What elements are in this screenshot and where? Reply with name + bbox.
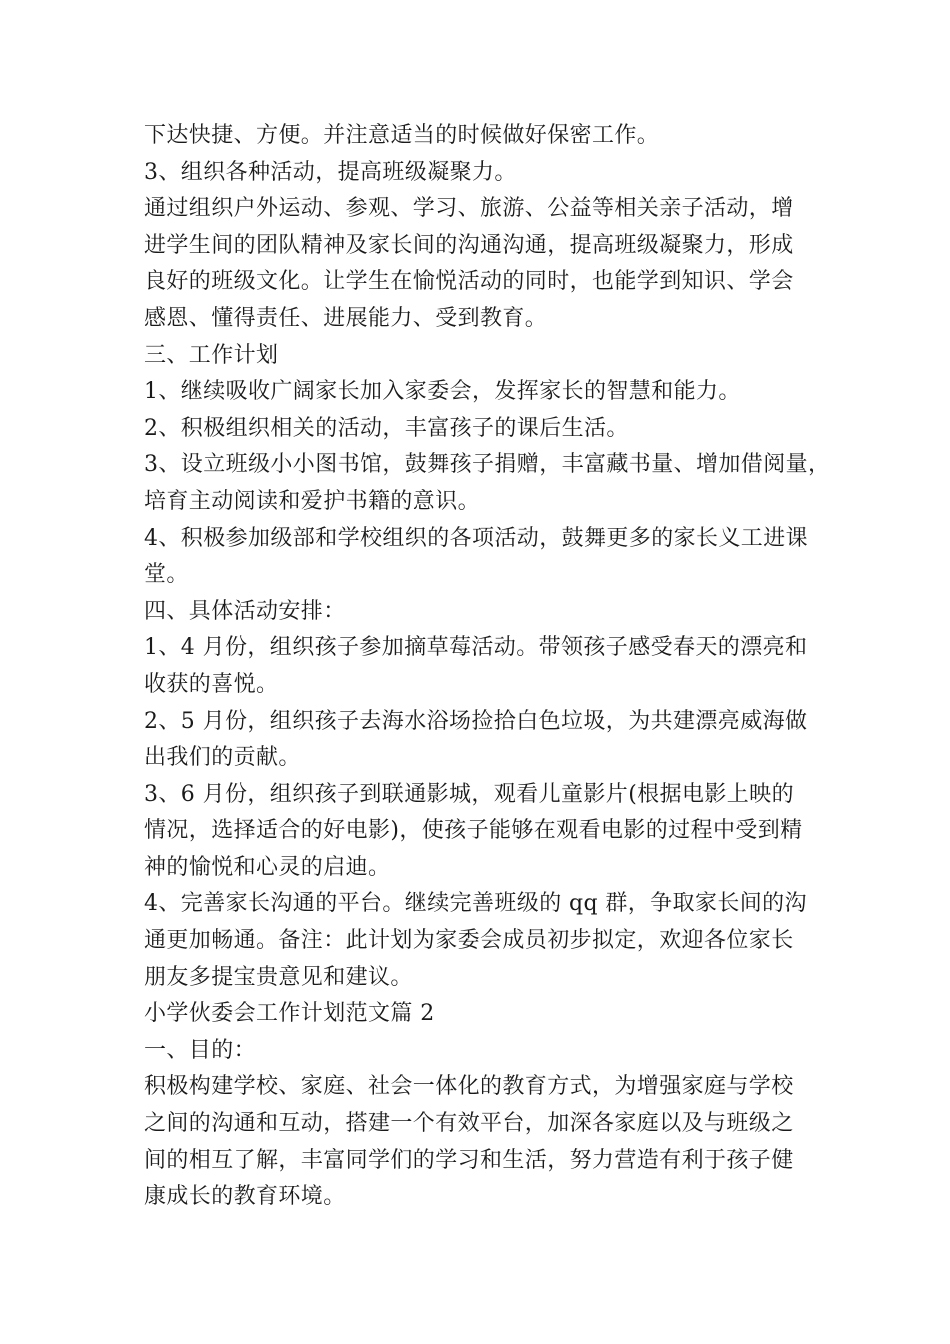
text-line: 康成长的教育环境。 — [144, 1184, 346, 1210]
text-line: 3、6 月份，组织孩子到联通影城，观看儿童影片(根据电影上映的 — [144, 781, 794, 807]
text-line: 进学生间的团队精神及家长间的沟通沟通，提高班级凝聚力，形成 — [144, 232, 794, 258]
text-line: 下达快捷、方便。并注意适当的时候做好保密工作。 — [144, 123, 660, 148]
section-heading: 三、工作计划 — [144, 342, 279, 368]
text-line: 培育主动阅读和爱护书籍的意识。 — [144, 488, 481, 514]
section-heading: 一、目的： — [144, 1037, 257, 1063]
text-line: 1、4 月份，组织孩子参加摘草莓活动。带领孩子感受春天的漂亮和 — [144, 635, 808, 661]
text-line: 通过组织户外运动、参观、学习、旅游、公益等相关亲子活动，增 — [144, 196, 794, 222]
text-line: 4、完善家长沟通的平台。继续完善班级的 qq 群，争取家长间的沟 — [144, 891, 807, 917]
text-line: 神的愉悦和心灵的启迪。 — [144, 854, 391, 880]
text-line: 收获的喜悦。 — [144, 671, 279, 697]
text-line: 积极构建学校、家庭、社会一体化的教育方式，为增强家庭与学校 — [144, 1074, 794, 1100]
text-line: 堂。 — [144, 562, 189, 588]
text-line: 2、积极组织相关的活动，丰富孩子的课后生活。 — [144, 415, 629, 441]
text-line: 朋友多提宝贵意见和建议。 — [144, 964, 413, 990]
text-line: 情况，选择适合的好电影)，使孩子能够在观看电影的过程中受到精 — [144, 818, 803, 844]
text-line: 间的相互了解，丰富同学们的学习和生活，努力营造有利于孩子健 — [144, 1147, 794, 1173]
text-line: 感恩、懂得责任、进展能力、受到教育。 — [144, 305, 548, 331]
text-line: 之间的沟通和互动，搭建一个有效平台，加深各家庭以及与班级之 — [144, 1111, 794, 1137]
document-body — [144, 118, 831, 1216]
section-heading: 四、具体活动安排： — [144, 598, 346, 624]
text-line: 1、继续吸收广阔家长加入家委会，发挥家长的智慧和能力。 — [144, 379, 741, 405]
text-line: 3、设立班级小小图书馆，鼓舞孩子捐赠，丰富藏书量、增加借阅量， — [144, 452, 831, 478]
text-line: 4、积极参加级部和学校组织的各项活动，鼓舞更多的家长义工进课 — [144, 525, 808, 551]
article-title: 小学伙委会工作计划范文篇 2 — [144, 1001, 435, 1027]
text-line: 2、5 月份，组织孩子去海水浴场捡拾白色垃圾，为共建漂亮威海做 — [144, 708, 808, 734]
text-line: 良好的班级文化。让学生在愉悦活动的同时，也能学到知识、学会 — [144, 269, 794, 295]
text-line: 3、组织各种活动，提高班级凝聚力。 — [144, 159, 517, 185]
text-line: 出我们的贡献。 — [144, 745, 301, 771]
text-line: 通更加畅通。备注：此计划为家委会成员初步拟定，欢迎各位家长 — [144, 928, 794, 954]
